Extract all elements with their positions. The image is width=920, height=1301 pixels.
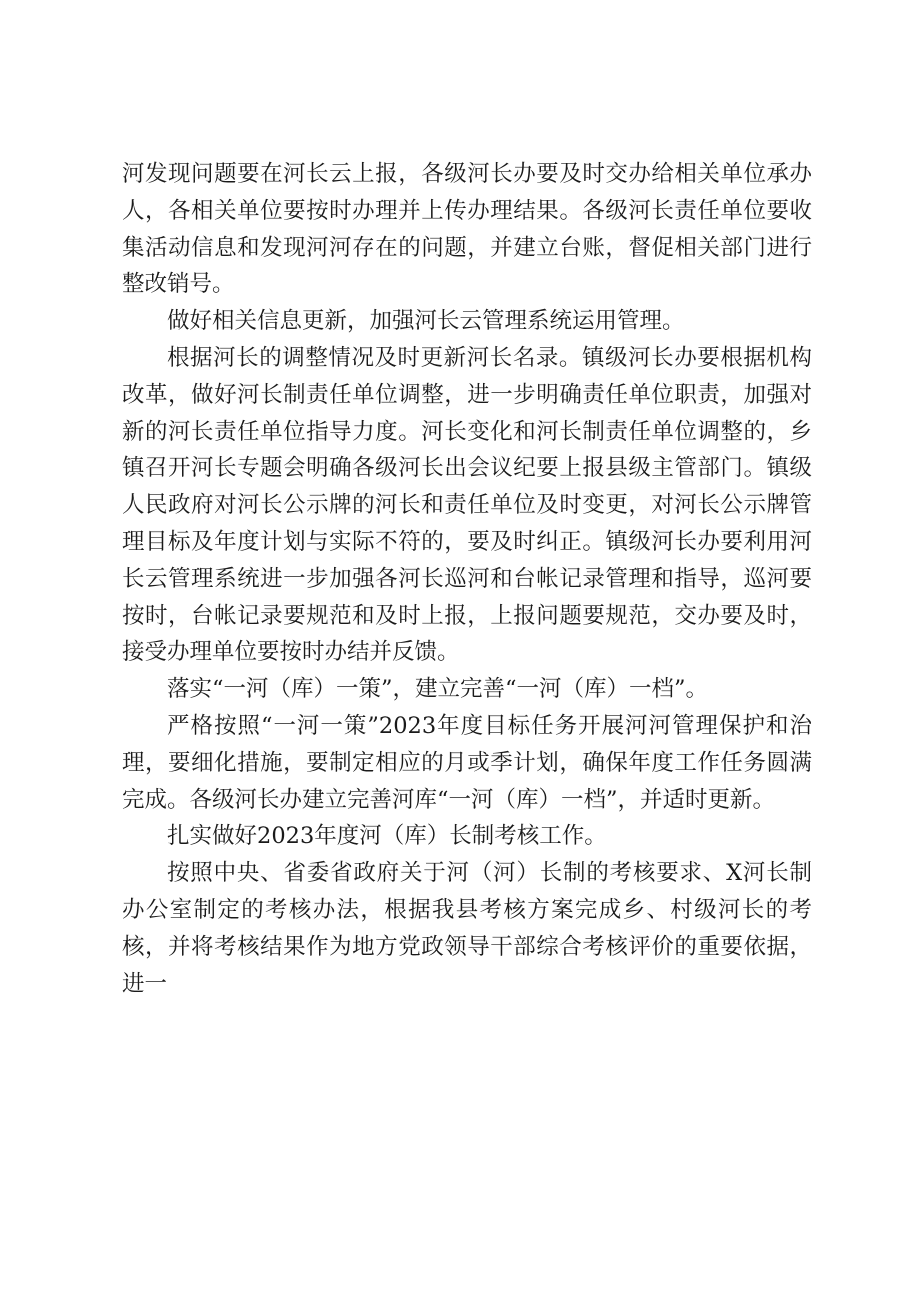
paragraph-heading-one-river-one-policy: 落实“一河（库）一策”，建立完善“一河（库）一档”。 bbox=[167, 676, 709, 703]
paragraph-assessment-requirements: 按照中央、省委省政府关于河（河）长制的考核要求、X河长制办公室制定的考核办法，根据我县考核方案完成乡、村级河长的考核，并将考核结果作为地方党政领导干部综合考核评价的重要依据，进一 bbox=[122, 860, 812, 997]
paragraph-river-chief-roster: 根据河长的调整情况及时更新河长名录。镇级河长办要根据机构改革，做好河长制责任单位调整，进一步明确责任单位职责，加强对新的河长责任单位指导力度。河长变化和河长制责任单位调整的，乡镇召开河长专题会明确各级河长出会议纪要上报县级主管部门。镇级人民政府对河长公示牌的河长和责任单位及时变更，对河长公示牌管理目标及年度计划与实际不符的，要及时纠正。镇级河长办要利用河长云管理系统进一步加强各河长巡河和台帐记录管理和指导，巡河要按时，台帐记录要规范和及时上报，上报问题要规范，交办要及时，接受办理单位要按时办结并反馈。 bbox=[122, 344, 812, 666]
paragraph-annual-targets: 严格按照“一河一策”2023年度目标任务开展河河管理保护和治理，要细化措施，要制定相应的月或季计划，确保年度工作任务圆满完成。各级河长办建立完善河库“一河（库）一档”，并适时更新。 bbox=[122, 712, 812, 813]
paragraph-heading-info-update: 做好相关信息更新，加强河长云管理系统运用管理。 bbox=[167, 308, 685, 335]
document-body bbox=[122, 156, 812, 1002]
paragraph-heading-assessment: 扎实做好2023年度河（库）长制考核工作。 bbox=[167, 823, 607, 850]
paragraph-continuation: 河发现问题要在河长云上报，各级河长办要及时交办给相关单位承办人，各相关单位要按时办理并上传办理结果。各级河长责任单位要收集活动信息和发现河河存在的问题，并建立台账，督促相关部门进行整改销号。 bbox=[122, 161, 812, 298]
